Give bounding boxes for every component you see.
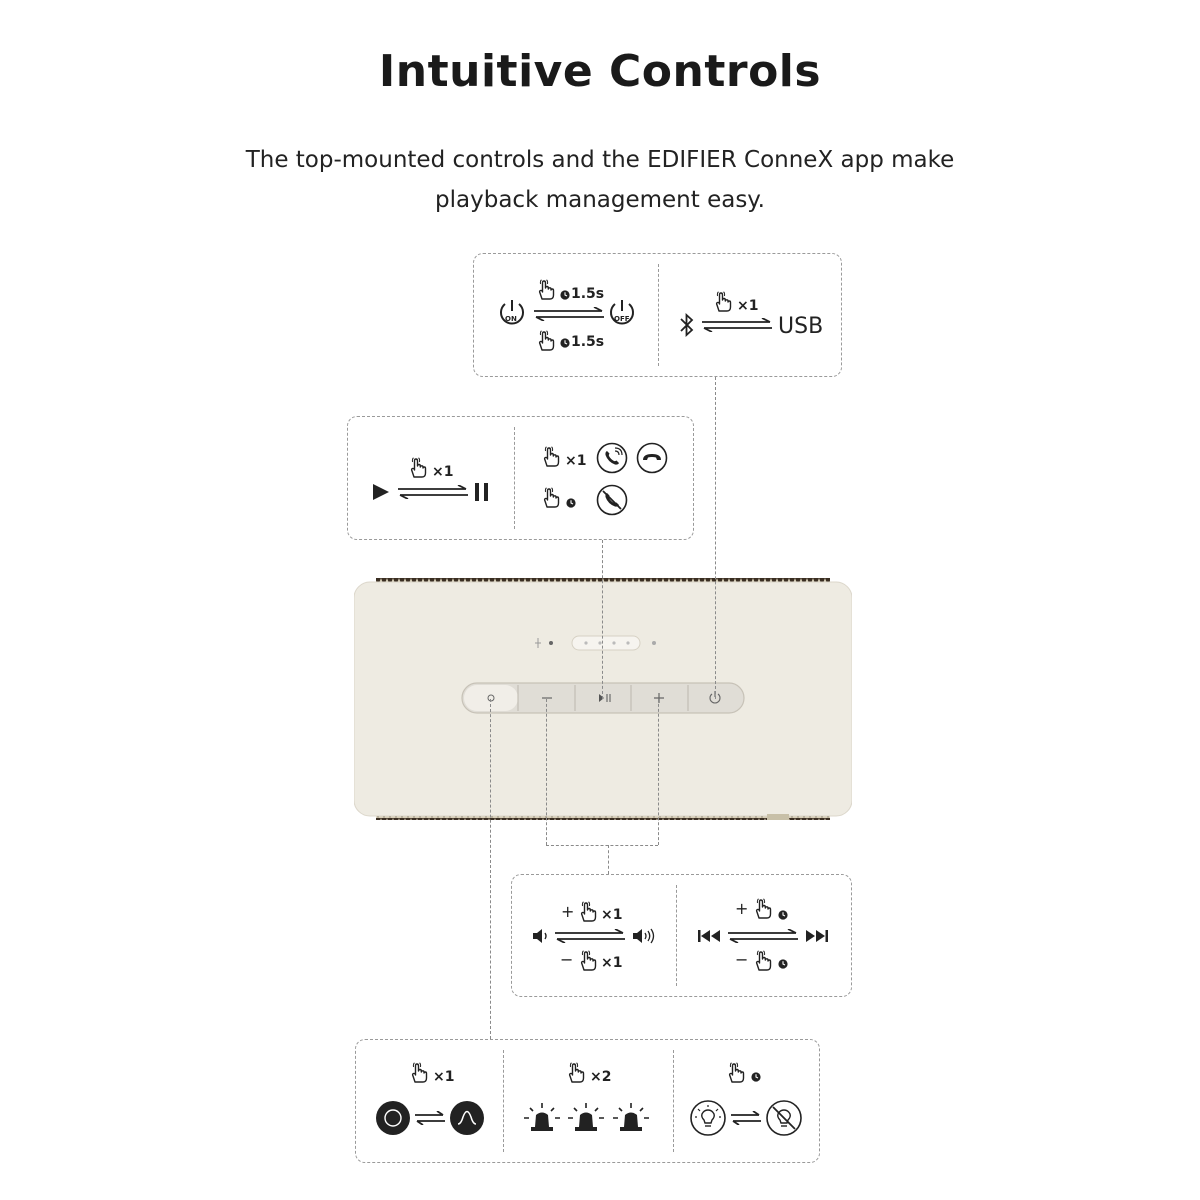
panel-divider — [514, 427, 515, 529]
source-toggle-arrows — [702, 318, 772, 332]
previous-track-icon — [698, 929, 722, 943]
page-subtitle: The top-mounted controls and the EDIFIER ConneX app make playback management easy. — [245, 147, 955, 213]
play-icon — [372, 483, 390, 501]
hand-icon — [725, 1062, 745, 1084]
light-mode-count: ×1 — [433, 1069, 455, 1085]
hold-duration-bottom: 1.5s — [571, 334, 605, 350]
leader-line-light — [490, 699, 491, 1039]
beacon-icon — [566, 1101, 606, 1133]
track-plus-sign: + — [735, 899, 749, 918]
leader-line-volume — [608, 845, 609, 874]
hand-icon — [752, 898, 772, 920]
play-call-panel — [347, 416, 694, 540]
track-minus-sign: − — [735, 950, 749, 969]
clock-icon — [560, 290, 570, 300]
hand-icon — [712, 291, 732, 313]
volume-down-count: ×1 — [601, 955, 623, 971]
clock-icon — [751, 1072, 761, 1082]
panel-divider — [673, 1050, 674, 1152]
track-arrows — [728, 929, 798, 943]
bluetooth-icon — [679, 312, 695, 338]
play-pause-arrows — [398, 485, 468, 499]
light-effect-count: ×2 — [590, 1069, 612, 1085]
page-title: Intuitive Controls — [378, 46, 822, 97]
end-call-icon — [636, 442, 668, 474]
hand-icon — [540, 487, 560, 509]
leader-line-minus — [546, 699, 547, 845]
volume-arrows — [555, 929, 625, 943]
power-off-label: OFF — [614, 315, 630, 323]
hand-icon — [565, 1062, 585, 1084]
clock-icon — [778, 959, 788, 969]
light-toggle-arrows — [731, 1111, 761, 1125]
leader-line-play — [602, 540, 603, 699]
hand-icon — [577, 901, 597, 923]
call-press-count: ×1 — [565, 453, 587, 469]
leader-line-join — [546, 845, 658, 846]
volume-high-icon — [632, 927, 658, 945]
panel-divider — [658, 264, 659, 366]
volume-minus-sign: − — [560, 950, 574, 969]
power-on-icon — [497, 298, 527, 328]
hand-icon — [577, 950, 597, 972]
hand-icon — [535, 279, 555, 301]
volume-up-count: ×1 — [601, 907, 623, 923]
hand-icon — [408, 1062, 428, 1084]
leader-line-power — [715, 377, 716, 699]
answer-call-icon — [596, 442, 628, 474]
volume-plus-sign: + — [561, 902, 575, 921]
reject-call-icon — [596, 484, 628, 516]
panel-divider — [676, 885, 677, 986]
play-press-count: ×1 — [432, 464, 454, 480]
source-press-count: ×1 — [737, 298, 759, 314]
light-mode-arrows — [415, 1111, 445, 1125]
hold-duration-top: 1.5s — [571, 286, 605, 302]
next-track-icon — [804, 929, 828, 943]
leader-line-plus — [658, 699, 659, 845]
usb-label: USB — [778, 314, 824, 339]
beacon-icon — [522, 1101, 562, 1133]
hand-icon — [535, 330, 555, 352]
light-on-icon — [690, 1100, 726, 1136]
power-toggle-arrows — [534, 307, 604, 321]
panel-divider — [503, 1050, 504, 1152]
hand-icon — [752, 950, 772, 972]
clock-icon — [778, 910, 788, 920]
light-off-icon — [766, 1100, 802, 1136]
clock-icon — [560, 338, 570, 348]
light-mode-rhythm-icon — [449, 1100, 485, 1136]
light-mode-off-icon — [375, 1100, 411, 1136]
beacon-icon — [611, 1101, 651, 1133]
power-on-label: ON — [505, 315, 517, 323]
clock-icon — [566, 498, 576, 508]
pause-icon — [474, 483, 490, 501]
speaker-image — [354, 578, 852, 820]
hand-icon — [540, 446, 560, 468]
power-off-icon — [607, 298, 637, 328]
hand-icon — [407, 457, 427, 479]
volume-low-icon — [532, 928, 552, 944]
